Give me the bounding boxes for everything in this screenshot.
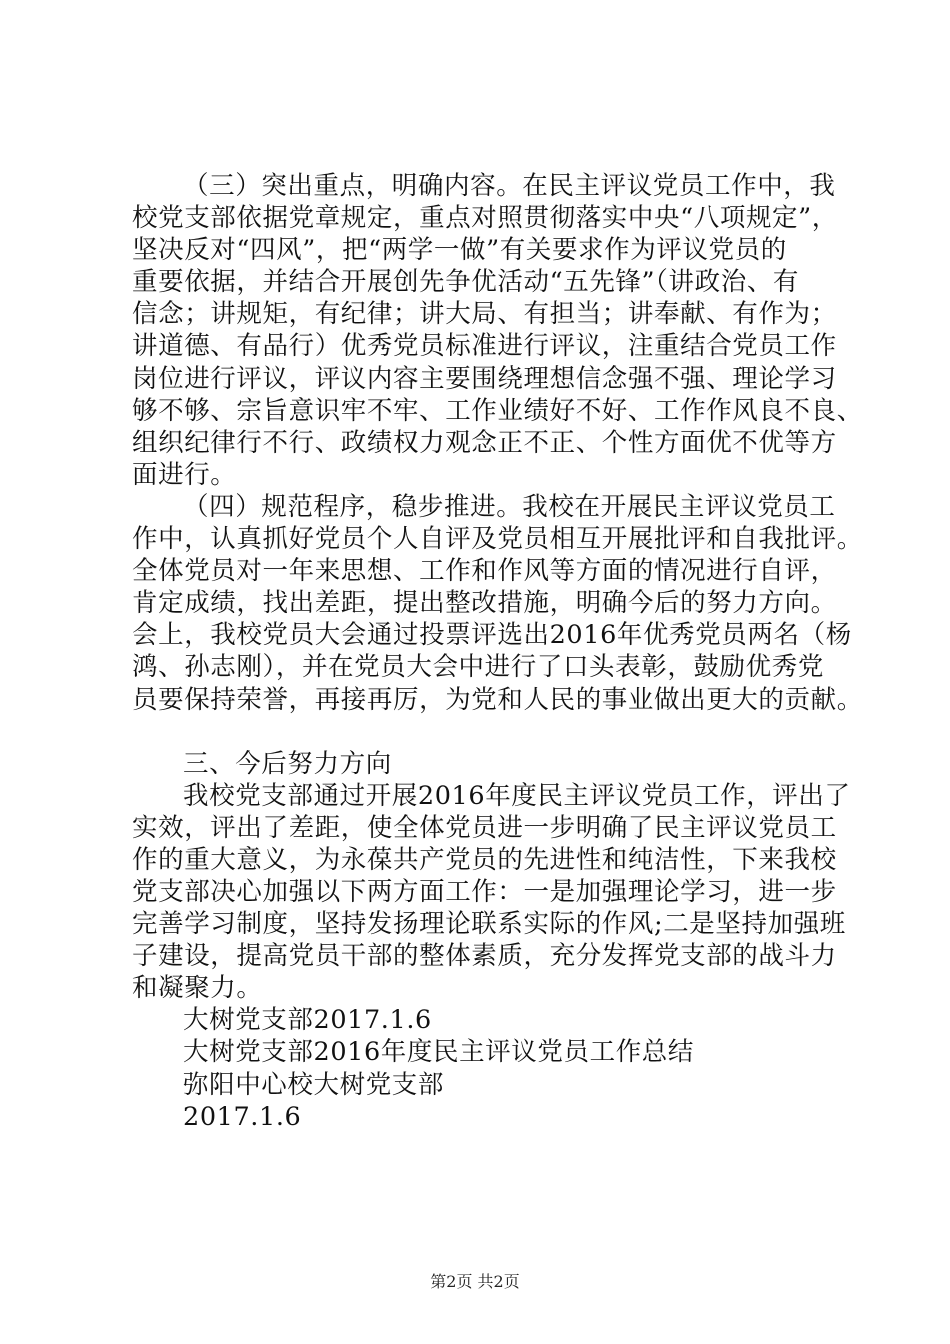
paragraph-5 — [132, 780, 851, 1005]
text-line: 完善学习制度，坚持发扬理论联系实际的作风;二是坚持加强班 — [132, 909, 846, 940]
document-body — [132, 170, 863, 1133]
text-line: （三）突出重点，明确内容。在民主评议党员工作中，我 — [183, 171, 836, 201]
paragraph-gap — [132, 716, 832, 748]
paragraph-4 — [132, 491, 863, 716]
text-line: 作中，认真抓好党员个人自评及党员相互开展批评和自我批评。 — [132, 524, 863, 555]
text-line: 员要保持荣誉，再接再厉，为党和人民的事业做出更大的贡献。 — [132, 684, 863, 715]
text-line: 组织纪律行不行、政绩权力观念正不正、个性方面优不优等方 — [132, 427, 837, 458]
text-line: 信念；讲规矩，有纪律；讲大局、有担当；讲奉献、有作为； — [132, 299, 837, 330]
text-line: 全体党员对一年来思想、工作和作风等方面的情况进行自评， — [132, 556, 837, 587]
text-line: 党支部决心加强以下两方面工作：一是加强理论学习，进一步 — [132, 876, 837, 907]
page-number-footer: 第2页 共2页 — [430, 1272, 520, 1291]
signature-date: 2017.1.6 — [183, 1101, 302, 1132]
text-line: 够不够、宗旨意识牢不牢、工作业绩好不好、工作作风良不良、 — [132, 395, 863, 426]
text-line: 实效，评出了差距，使全体党员进一步明确了民主评议党员工 — [132, 812, 837, 843]
text-line: 肯定成绩，找出差距，提出整改措施，明确今后的努力方向。 — [132, 588, 837, 619]
text-line: （四）规范程序，稳步推进。我校在开展民主评议党员工 — [183, 491, 836, 522]
text-line: 校党支部依据党章规定，重点对照贯彻落实中央“八项规定”， — [132, 203, 838, 234]
paragraph-3 — [132, 170, 863, 491]
text-line: 我校党支部通过开展2016年度民主评议党员工作，评出了 — [183, 780, 851, 811]
signature-line: 大树党支部2017.1.6 — [183, 1005, 432, 1036]
text-line: 重要依据，并结合开展创先争优活动“五先锋”（讲政治、有 — [132, 267, 800, 298]
section-heading: 三、今后努力方向 — [183, 748, 392, 779]
text-line: 面进行。 — [132, 459, 237, 490]
text-line: 鸿、孙志刚），并在党员大会中进行了口头表彰，鼓励优秀党 — [132, 652, 824, 683]
text-line: 会上，我校党员大会通过投票评选出2016年优秀党员两名（杨 — [132, 620, 852, 651]
text-line: 坚决反对“四风”，把“两学一做”有关要求作为评议党员的 — [132, 235, 787, 266]
text-line: 子建设，提高党员干部的整体素质，充分发挥党支部的战斗力 — [132, 941, 837, 972]
text-line: 岗位进行评议，评议内容主要围绕理想信念强不强、理论学习 — [132, 363, 837, 394]
text-line: 作的重大意义，为永葆共产党员的先进性和纯洁性，下来我校 — [132, 844, 837, 875]
text-line: 讲道德、有品行）优秀党员标准进行评议，注重结合党员工作 — [132, 331, 837, 362]
organization-name: 弥阳中心校大树党支部 — [183, 1069, 445, 1100]
document-title: 大树党支部2016年度民主评议党员工作总结 — [183, 1037, 694, 1068]
text-line: 和凝聚力。 — [132, 973, 263, 1004]
